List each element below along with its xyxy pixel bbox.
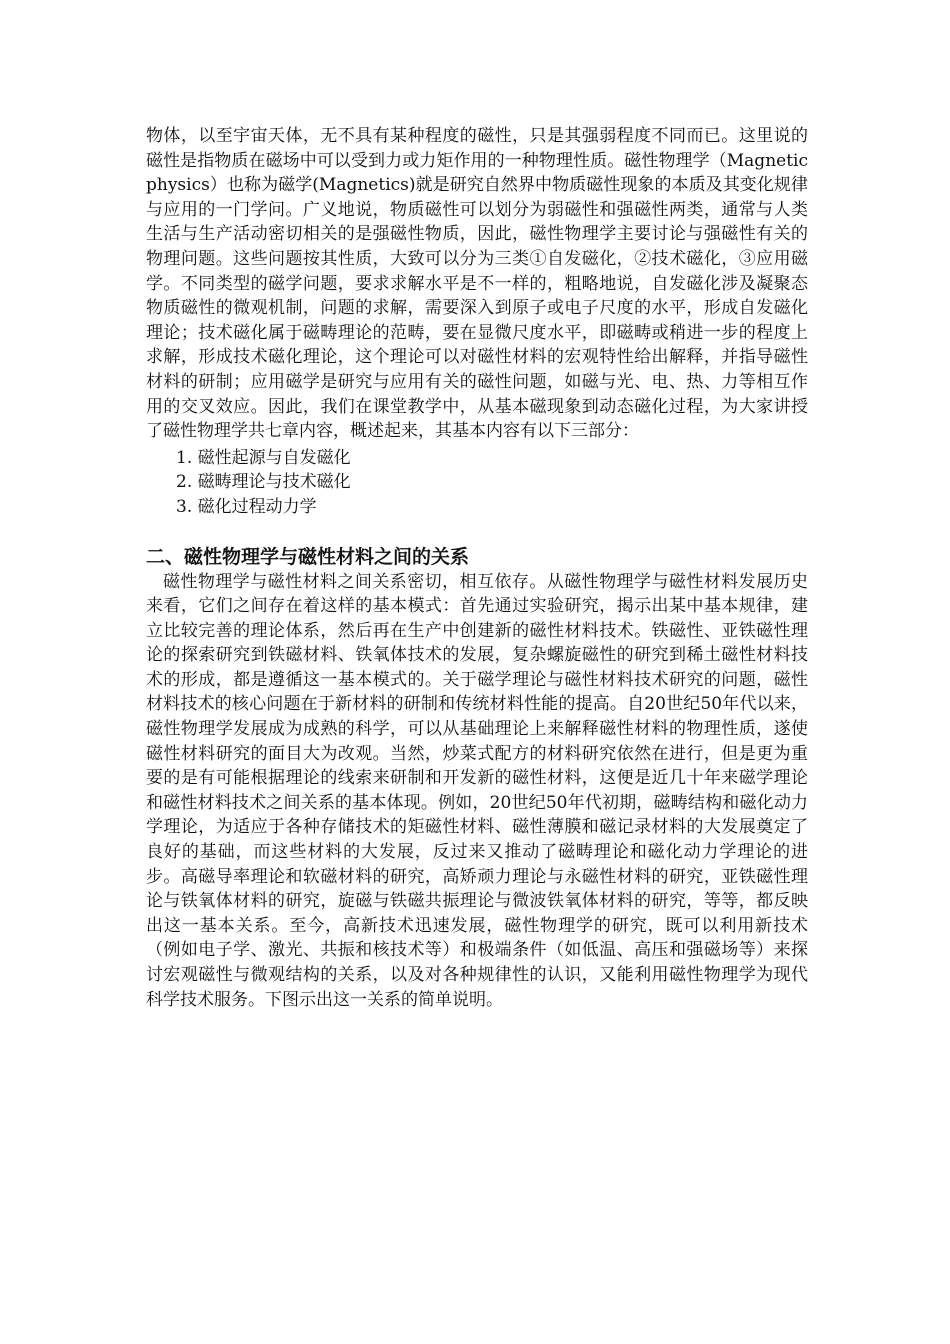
section-heading: 二、磁性物理学与磁性材料之间的关系 (146, 545, 470, 568)
document-page (146, 124, 808, 1012)
list-item: 1. 磁性起源与自发磁化 (176, 447, 351, 468)
content-list (146, 446, 808, 520)
relationship-paragraph: 磁性物理学与磁性材料之间关系密切，相互依存。从磁性物理学与磁性材料发展历史来看，它们之间存在着这样的基本模式：首先通过实验研究，揭示出某中基本规律，建立比较完善的理论体系，然后再在生产中创建新的磁性材料技术。铁磁性、亚铁磁性理论的探索研究到铁磁材料、铁氧体技术的发展，复杂螺旋磁性的研究到稀土磁性材料技术的形成，都是遵循这一基本模式的。关于磁学理论与磁性材料技术研究的问题，磁性材料技术的核心问题在于新材料的研制和传统材料性能的提高。自20世纪50年代以来，磁性物理学发展成为成熟的科学，可以从基础理论上来解释磁性材料的物理性质，遂使磁性材料研究的面目大为改观。当然，炒菜式配方的材料研究依然在进行，但是更为重要的是有可能根据理论的线索来研制和开发新的磁性材料，这便是近几十年来磁学理论和磁性材料技术之间关系的基本体现。例如，20世纪50年代初期，磁畴结构和磁化动力学理论，为适应于各种存储技术的矩磁性材料、磁性薄膜和磁记录材料的大发展奠定了良好的基础，而这些材料的大发展，反过来又推动了磁畴理论和磁化动力学理论的进步。高磁导率理论和软磁材料的研究，高矫顽力理论与永磁性材料的研究，亚铁磁性理论与铁氧体材料的研究，旋磁与铁磁共振理论与微波铁氧体材料的研究，等等，都反映出这一基本关系。至今，高新技术迅速发展，磁性物理学的研究，既可以利用新技术（例如电子学、激光、共振和核技术等）和极端条件（如低温、高压和强磁场等）来探讨宏观磁性与微观结构的关系，以及对各种规律性的认识，又能利用磁性物理学为现代科学技术服务。下图示出这一关系的简单说明。 (146, 571, 808, 1010)
list-item: 3. 磁化过程动力学 (176, 496, 317, 517)
intro-paragraph: 物体，以至宇宙天体，无不具有某种程度的磁性，只是其强弱程度不同而已。这里说的磁性是指物质在磁场中可以受到力或力矩作用的一种物理性质。磁性物理学（Magnetic physics）也称为磁学(Magnetics)就是研究自然界中物质磁性现象的本质及其变化规律与应用的一门学问。广义地说，物质磁性可以划分为弱磁性和强磁性两类，通常与人类生活与生产活动密切相关的是强磁性物质，因此，磁性物理学主要讨论与强磁性有关的物理问题。这些问题按其性质，大致可以分为三类①自发磁化，②技术磁化，③应用磁学。不同类型的磁学问题，要求求解水平是不一样的，粗略地说，自发磁化涉及凝聚态物质磁性的微观机制，问题的求解，需要深入到原子或电子尺度的水平，形成自发磁化理论；技术磁化属于磁畴理论的范畴，要在显微尺度水平，即磁畴或稍进一步的程度上求解，形成技术磁化理论，这个理论可以对磁性材料的宏观特性给出解释，并指导磁性材料的研制；应用磁学是研究与应用有关的磁性问题，如磁与光、电、热、力等相互作用的交叉效应。因此，我们在课堂教学中，从基本磁现象到动态磁化过程，为大家讲授了磁性物理学共七章内容，概述起来，其基本内容有以下三部分： (146, 126, 808, 442)
list-item: 2. 磁畴理论与技术磁化 (176, 472, 351, 493)
